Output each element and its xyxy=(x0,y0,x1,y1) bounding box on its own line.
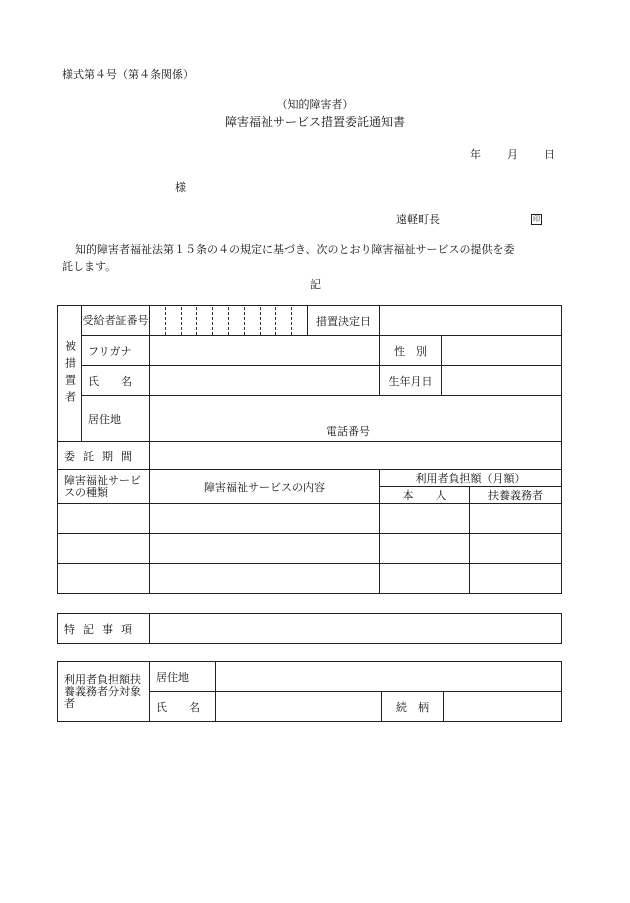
date-month: 月 xyxy=(507,148,518,161)
gender-label: 性 別 xyxy=(380,336,442,366)
addressee-suffix: 様 xyxy=(175,181,186,194)
main-table xyxy=(57,305,562,594)
service-row-3-self[interactable] xyxy=(380,564,470,594)
subject-label: 被措置者 xyxy=(58,306,82,442)
guardian-label: 扶養義務者 xyxy=(470,487,562,504)
name-field[interactable] xyxy=(150,366,380,396)
guardian-address-field[interactable] xyxy=(216,662,562,692)
special-notes-field[interactable] xyxy=(150,614,562,644)
birthdate-field[interactable] xyxy=(442,366,562,396)
guardian-table xyxy=(57,661,562,722)
special-notes-table xyxy=(57,613,562,644)
date-day: 日 xyxy=(544,148,555,161)
service-row-1-content[interactable] xyxy=(150,504,380,534)
service-row-1-type[interactable] xyxy=(58,504,150,534)
guardian-target-label: 利用者負担額扶養義務者分対象者 xyxy=(58,662,150,722)
ki-mark: 記 xyxy=(310,278,321,291)
guardian-name-label: 氏 名 xyxy=(150,692,216,722)
recipient-no-label: 受給者証番号 xyxy=(82,306,150,336)
period-label: 委託期間 xyxy=(58,442,150,470)
recipient-no-boxes[interactable] xyxy=(150,306,308,336)
period-field[interactable] xyxy=(150,442,562,470)
service-content-label: 障害福祉サービスの内容 xyxy=(150,470,380,504)
address-field[interactable] xyxy=(150,396,562,442)
relation-field[interactable] xyxy=(444,692,562,722)
issuer: 遠軽町長 xyxy=(396,213,440,226)
service-type-label: 障害福祉サービスの種類 xyxy=(58,470,150,504)
address-label: 居住地 xyxy=(82,396,150,442)
form-title: 障害福祉サービス措置委託通知書 xyxy=(224,115,405,129)
self-label: 本 人 xyxy=(380,487,470,504)
name-label: 氏 名 xyxy=(82,366,150,396)
service-row-2-content[interactable] xyxy=(150,534,380,564)
burden-label: 利用者負担額（月額） xyxy=(380,470,562,487)
body-text-line1: 知的障害者福祉法第１５条の４の規定に基づき、次のとおり障害福祉サービスの提供を委 xyxy=(75,243,515,256)
service-row-3-content[interactable] xyxy=(150,564,380,594)
service-row-3-type[interactable] xyxy=(58,564,150,594)
relation-label: 続 柄 xyxy=(382,692,444,722)
form-subtitle: （知的障害者） xyxy=(276,98,354,111)
service-row-2-self[interactable] xyxy=(380,534,470,564)
gender-field[interactable] xyxy=(442,336,562,366)
decision-date-label: 措置決定日 xyxy=(308,306,380,336)
service-row-3-guardian[interactable] xyxy=(470,564,562,594)
service-row-2-type[interactable] xyxy=(58,534,150,564)
phone-label: 電話番号 xyxy=(326,425,370,438)
form-number: 様式第４号（第４条関係） xyxy=(62,68,194,81)
service-row-1-self[interactable] xyxy=(380,504,470,534)
birthdate-label: 生年月日 xyxy=(380,366,442,396)
special-notes-label: 特記事項 xyxy=(58,614,150,644)
seal-mark: 印 xyxy=(533,215,540,223)
guardian-name-field[interactable] xyxy=(216,692,382,722)
service-row-1-guardian[interactable] xyxy=(470,504,562,534)
guardian-address-label: 居住地 xyxy=(150,662,216,692)
decision-date-field[interactable] xyxy=(380,306,562,336)
furigana-field[interactable] xyxy=(150,336,380,366)
body-text-line2: 託します。 xyxy=(62,260,117,273)
service-row-2-guardian[interactable] xyxy=(470,534,562,564)
furigana-label: フリガナ xyxy=(82,336,150,366)
date-year: 年 xyxy=(470,148,481,161)
